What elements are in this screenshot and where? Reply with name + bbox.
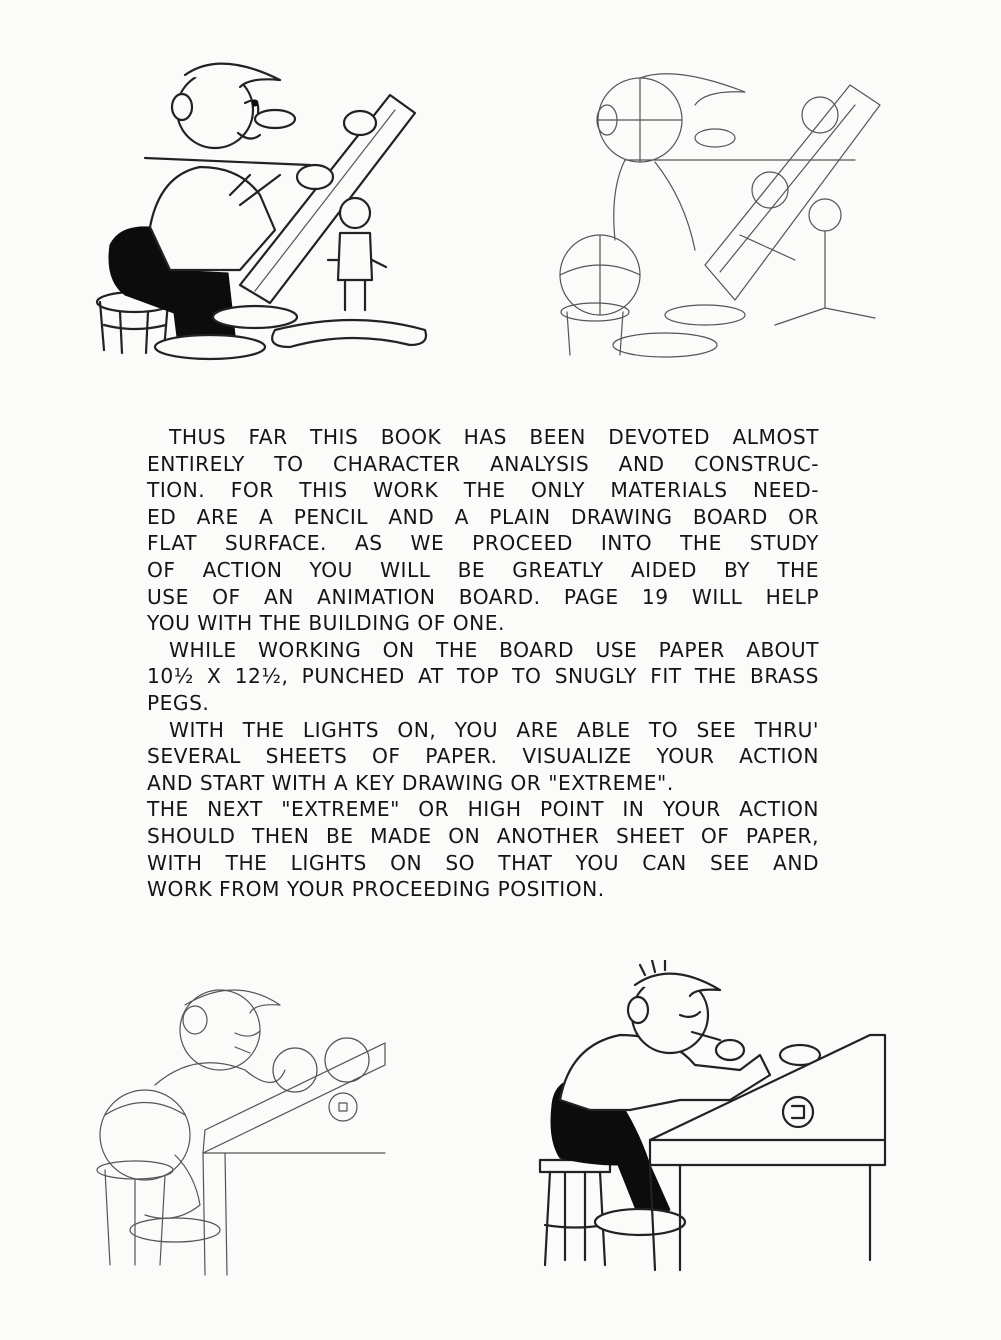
body-line: PEGS. (147, 690, 210, 715)
body-line: USE OF AN ANIMATION BOARD. PAGE 19 WILL HELP (147, 584, 819, 609)
illustration-construction-tilted-board (555, 50, 905, 365)
body-line: SEVERAL SHEETS OF PAPER. VISUALIZE YOUR ACTION (147, 744, 819, 769)
body-line: THUS FAR THIS BOOK HAS BEEN DEVOTED ALMOST (169, 425, 819, 449)
body-line: AND START WITH A KEY DRAWING OR "EXTREME". (147, 770, 674, 795)
body-line: THE NEXT "EXTREME" OR HIGH POINT IN YOUR ACTION (147, 797, 819, 822)
body-line: WHILE WORKING ON THE BOARD USE PAPER ABOUT (169, 637, 819, 662)
body-line: SHOULD THEN BE MADE ON ANOTHER SHEET OF PAPER, (147, 823, 819, 848)
body-line: FLAT SURFACE. AS WE PROCEED INTO THE STUDY (147, 531, 819, 556)
body-line: ED ARE A PENCIL AND A PLAIN DRAWING BOARD OR (147, 504, 819, 529)
body-line: YOU WITH THE BUILDING OF ONE. (147, 611, 505, 636)
body-line: 10½ X 12½, PUNCHED AT TOP TO SNUGLY FIT THE BRASS (147, 664, 819, 689)
body-line: WORK FROM YOUR PROCEEDING POSITION. (147, 877, 605, 902)
body-line: ENTIRELY TO CHARACTER ANALYSIS AND CONSTRUC- (147, 451, 819, 476)
body-line: TION. FOR THIS WORK THE ONLY MATERIALS NEED- (147, 478, 819, 503)
body-text (147, 424, 819, 903)
illustration-artist-at-desk (530, 960, 900, 1280)
body-line: OF ACTION YOU WILL BE GREATLY AIDED BY THE (147, 557, 819, 582)
illustration-artist-at-tilted-board (90, 55, 440, 365)
body-line: WITH THE LIGHTS ON SO THAT YOU CAN SEE AND (147, 850, 819, 875)
body-line: WITH THE LIGHTS ON, YOU ARE ABLE TO SEE THRU' (169, 717, 819, 742)
illustration-construction-at-desk (85, 975, 405, 1285)
